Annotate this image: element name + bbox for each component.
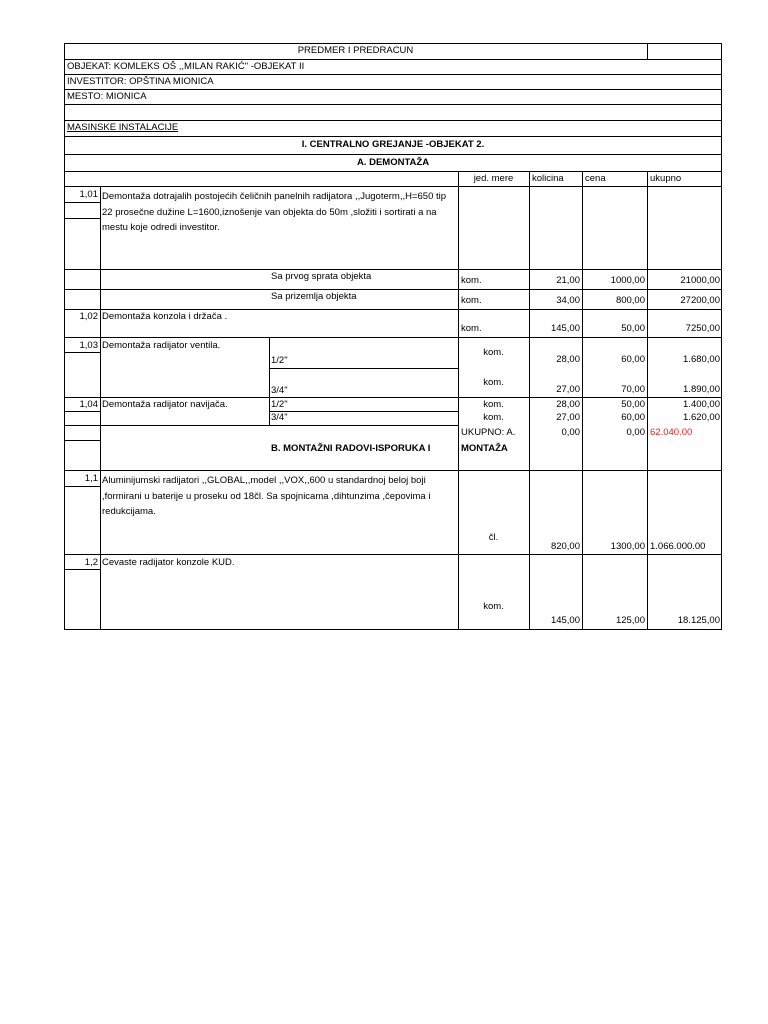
item-101-sub2-label: Sa prizemlja objekta xyxy=(271,291,357,302)
item-102-unit: kom. xyxy=(461,323,482,334)
item-104-sub1-unit: kom. xyxy=(483,399,504,410)
col-header-unit: jed. mere xyxy=(473,173,514,184)
item-104-sub1-qty: 28,00 xyxy=(556,399,580,410)
item-104-sub2-size: 3/4" xyxy=(271,412,288,423)
item-104-description: Demontaža radijator navijača. xyxy=(102,399,228,410)
item-12-price: 125,00 xyxy=(615,615,645,626)
item-101-sub1-qty: 21,00 xyxy=(556,275,580,286)
item-101-sub2-price: 800,00 xyxy=(615,295,645,306)
item-11-description: Aluminijumski radijatori ,,GLOBAL,,model ,,VOX,,600 u standardnoj beloj boji ,formirani u baterije u proseku od 18čl. Sa spojnicama ,dihtunzima ,čepovima i redukcijama. xyxy=(102,475,431,517)
section-title: I. CENTRALNO GREJANJE -OBJEKAT 2. xyxy=(301,139,485,150)
item-102-total: 7250,00 xyxy=(685,323,720,334)
item-103-sub2-unit: kom. xyxy=(483,377,504,388)
item-101-sub2-qty: 34,00 xyxy=(556,295,580,306)
item-101-sub2-unit: kom. xyxy=(461,295,482,306)
item-101-sub1-unit: kom. xyxy=(461,275,482,286)
item-101-sub2-total: 27200,00 xyxy=(680,295,720,306)
subtotal-a-label-montaza: MONTAŽA xyxy=(461,443,508,454)
objekat-line: OBJEKAT: KOMLEKS OŠ ,,MILAN RAKIĆ" -OBJEKAT II xyxy=(67,61,305,72)
item-104-sub2-price: 60,00 xyxy=(621,412,645,423)
item-104-sub2-unit: kom. xyxy=(483,412,504,423)
item-101-sub1-total: 21000,00 xyxy=(680,275,720,286)
masinske-heading: MASINSKE INSTALACIJE xyxy=(67,122,179,133)
subtotal-a-price: 0,00 xyxy=(626,427,645,438)
item-11-number: 1,1 xyxy=(84,473,98,484)
item-12-unit: kom. xyxy=(483,601,504,612)
item-103-sub1-qty: 28,00 xyxy=(556,354,580,365)
item-104-number: 1,04 xyxy=(79,399,98,410)
item-104-sub2-qty: 27,00 xyxy=(556,412,580,423)
item-102-qty: 145,00 xyxy=(550,323,580,334)
subtotal-a-label: UKUPNO: A. xyxy=(461,427,516,438)
item-11-total: 1.066.000.00 xyxy=(650,541,706,552)
item-101-number: 1,01 xyxy=(79,189,98,200)
item-103-sub1-total: 1.680,00 xyxy=(683,354,720,365)
subtotal-a-total: 62.040.00 xyxy=(650,427,693,438)
col-header-total: ukupno xyxy=(650,173,682,184)
document-title: PREDMER I PREDRACUN xyxy=(297,45,414,56)
item-101-sub1-label: Sa prvog sprata objekta xyxy=(271,271,372,282)
item-102-price: 50,00 xyxy=(621,323,645,334)
item-103-number: 1,03 xyxy=(79,340,98,351)
item-104-sub2-total: 1.620,00 xyxy=(683,412,720,423)
item-12-description: Cevaste radijator konzole KUD. xyxy=(102,557,235,568)
item-11-qty: 820,00 xyxy=(550,541,580,552)
item-103-sub2-qty: 27,00 xyxy=(556,384,580,395)
item-104-sub1-price: 50,00 xyxy=(621,399,645,410)
item-102-description: Demontaža konzola i držača . xyxy=(102,311,228,322)
item-11-unit: čl. xyxy=(488,532,499,543)
item-11-price: 1300,00 xyxy=(610,541,645,552)
mesto-line: MESTO: MIONICA xyxy=(67,91,147,102)
item-104-sub1-size: 1/2" xyxy=(271,399,288,410)
section-a-title: A. DEMONTAŽA xyxy=(356,157,430,168)
item-103-sub2-size: 3/4" xyxy=(271,385,288,396)
item-103-sub2-price: 70,00 xyxy=(621,384,645,395)
investitor-line: INVESTITOR: OPŠTINA MIONICA xyxy=(67,76,214,87)
section-b-title: B. MONTAŽNI RADOVI-ISPORUKA I xyxy=(271,443,431,454)
item-103-sub1-unit: kom. xyxy=(483,347,504,358)
item-101-description: Demontaža dotrajalih postojećih čeličnih panelnih radijatora ,,Jugoterm,,H=650 tip 22 prosečne dužine L=1600,iznošenje van objekta do 50m ,složiti i sortirati a na mestu koje odredi investitor. xyxy=(102,191,447,233)
subtotal-a-qty: 0,00 xyxy=(561,427,580,438)
item-12-number: 1,2 xyxy=(84,557,98,568)
col-header-price: cena xyxy=(585,173,606,184)
item-12-qty: 145,00 xyxy=(550,615,580,626)
item-103-sub1-size: 1/2" xyxy=(271,355,288,366)
item-103-description: Demontaža radijator ventila. xyxy=(102,340,221,351)
item-102-number: 1,02 xyxy=(79,311,98,322)
col-header-qty: kolicina xyxy=(532,173,564,184)
item-101-sub1-price: 1000,00 xyxy=(610,275,645,286)
item-103-sub2-total: 1.890,00 xyxy=(683,384,720,395)
item-104-sub1-total: 1.400,00 xyxy=(683,399,720,410)
item-12-total: 18.125,00 xyxy=(677,615,720,626)
item-103-sub1-price: 60,00 xyxy=(621,354,645,365)
